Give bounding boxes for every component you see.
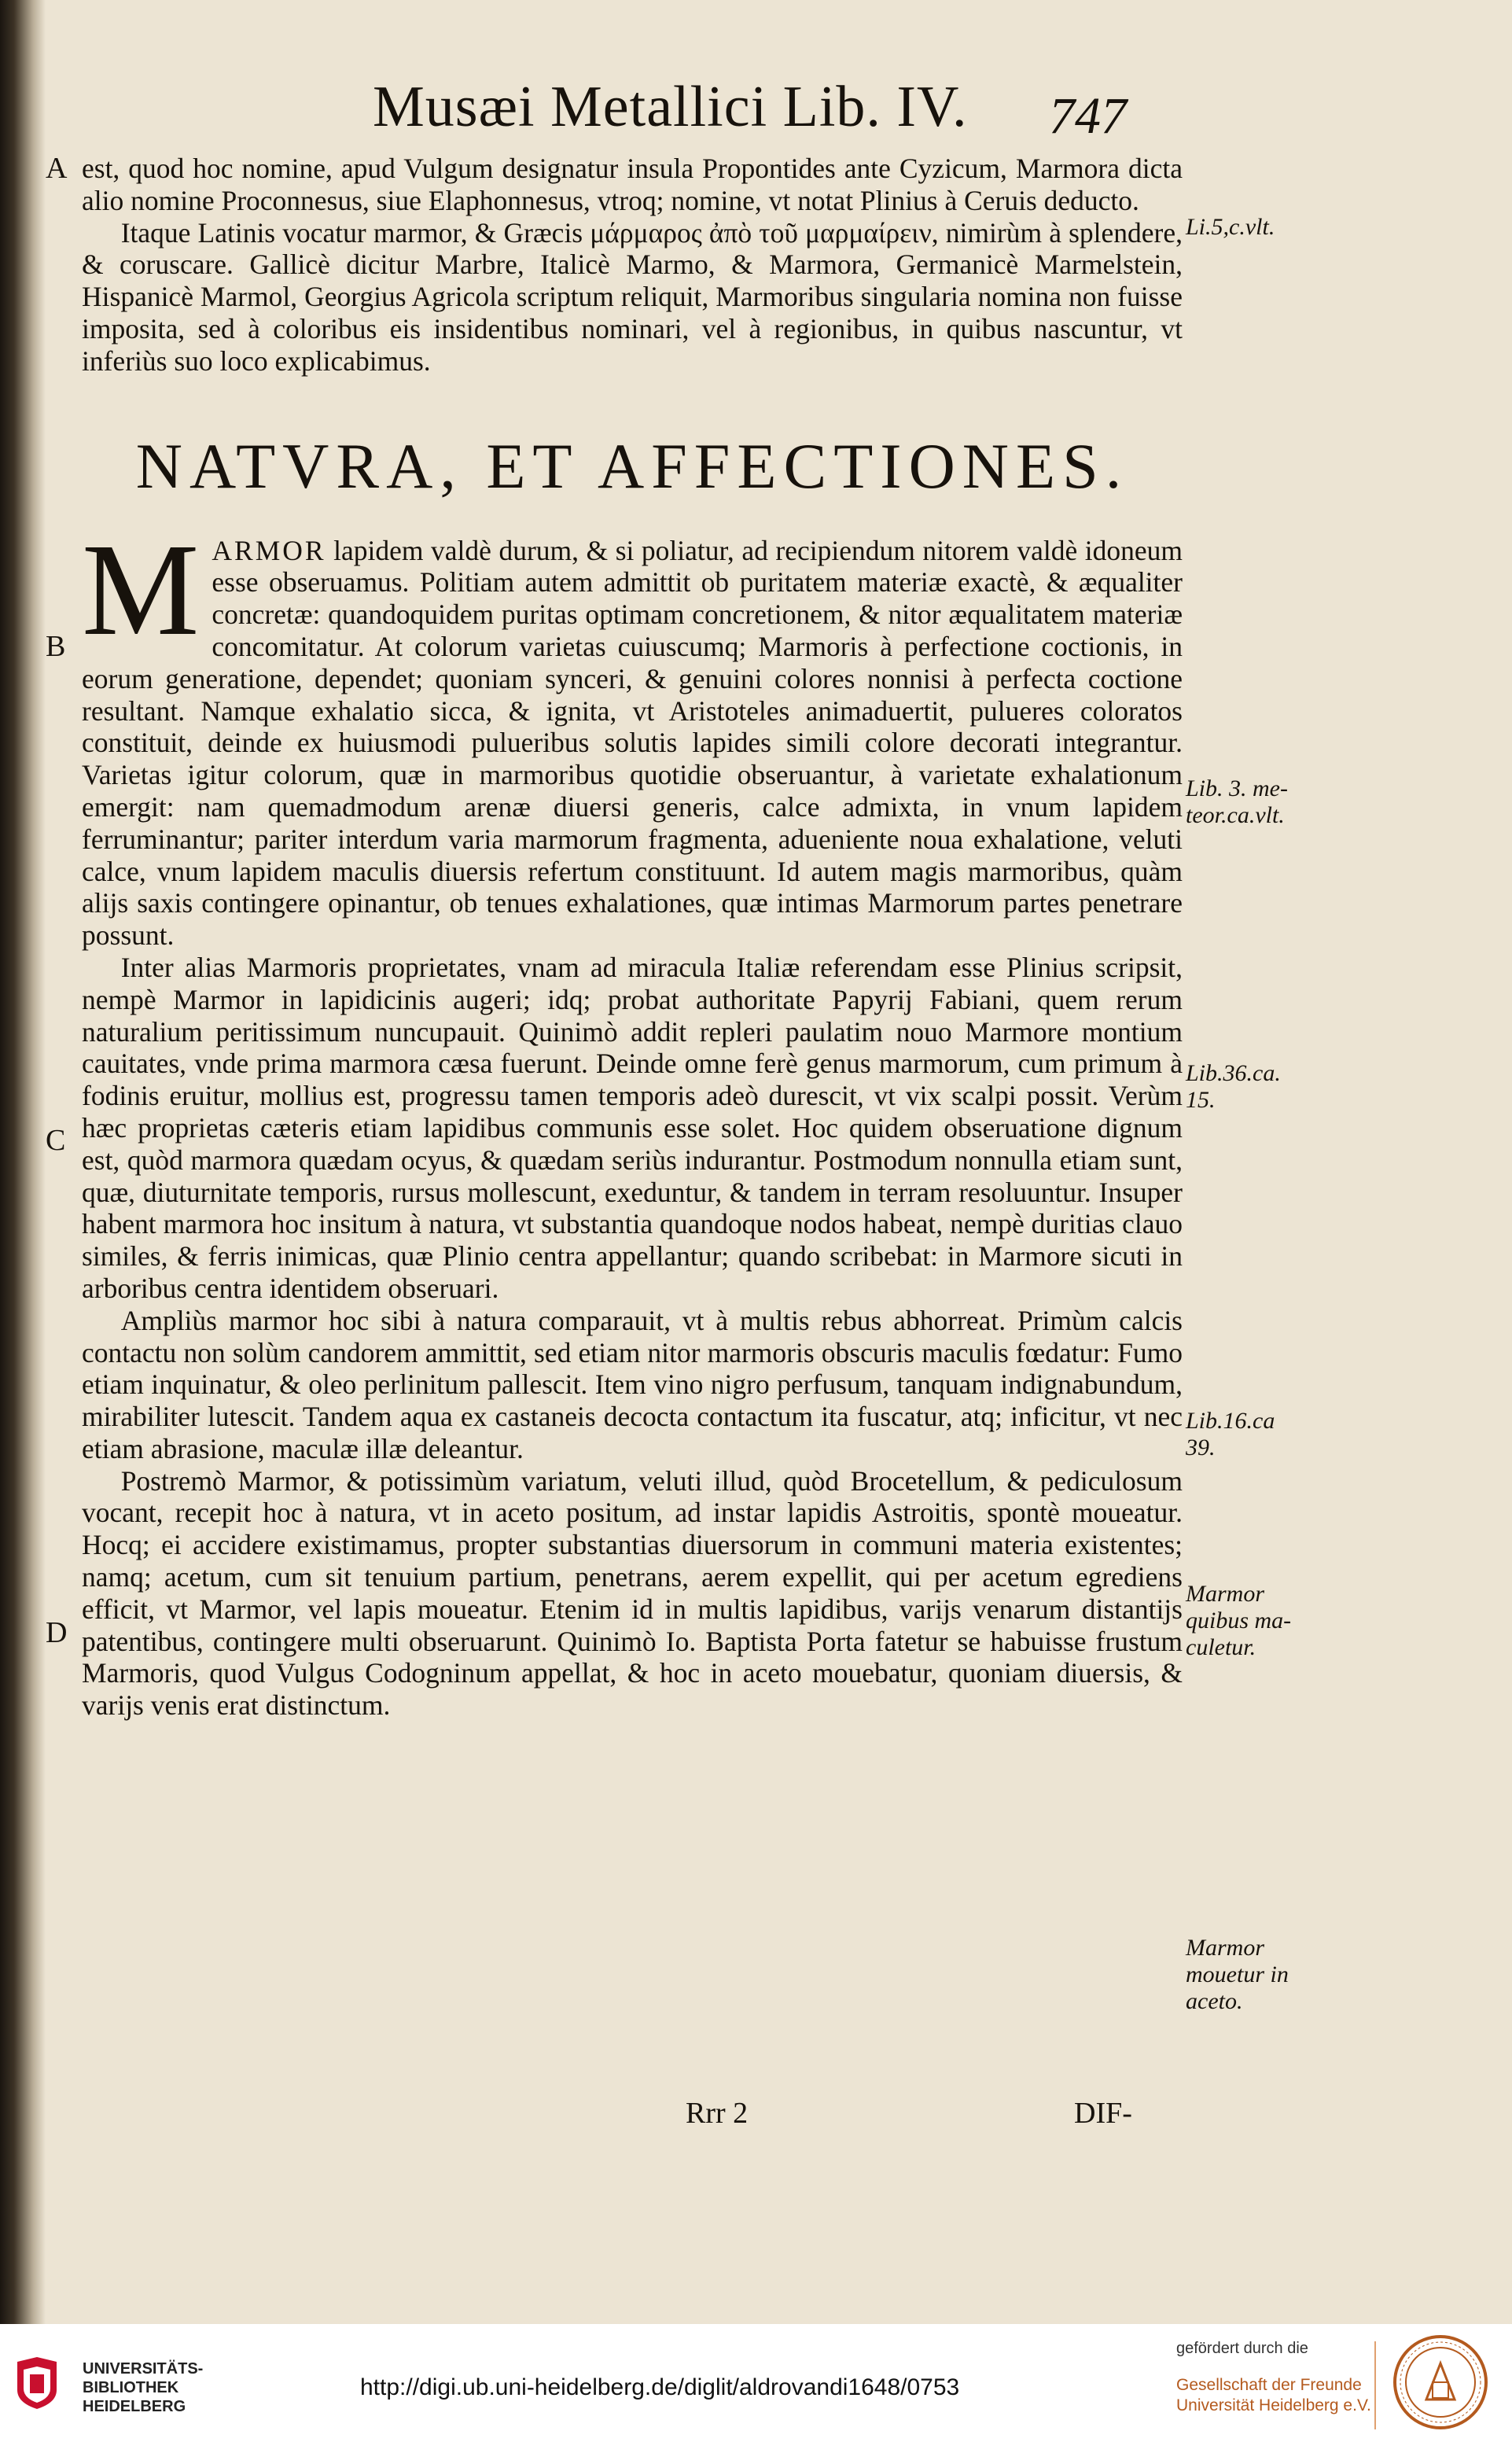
drop-cap: M <box>82 516 200 663</box>
margin-letter-a: A <box>46 152 68 185</box>
institution-line-3: HEIDELBERG <box>83 2398 186 2415</box>
library-logo-icon <box>13 2355 61 2411</box>
margin-note-1: Li.5,c.vlt. <box>1186 214 1275 240</box>
margin-note-3: Lib.36.ca. 15. <box>1186 1060 1281 1113</box>
catchword: DIF- <box>1074 2097 1132 2130</box>
page-header <box>82 66 1183 153</box>
small-caps-word: ARMOR <box>212 534 326 566</box>
paragraph-1: est, quod hoc nomine, apud Vulgum designatur insula Propontides ante Cyzicum, Marmora dicta alio nomine Proconnesus, siue Elaphonnesus, vtroq; nomine, vt notat Plinius à Ceruis deducto. <box>82 153 1183 216</box>
page-gutter-shadow <box>0 0 46 2324</box>
signature-mark: Rrr 2 <box>686 2097 749 2130</box>
margin-note-5: Marmor quibus ma- culetur. <box>1186 1581 1292 1660</box>
running-title: Musæi Metallici Lib. IV. <box>373 75 968 139</box>
institution-line-2: BIBLIOTHEK <box>83 2379 179 2396</box>
margin-letter-d: D <box>46 1616 68 1649</box>
paragraph-5: Ampliùs marmor hoc sibi à natura comparauit, vt à multis rebus abhorreat. Primùm calcis contactu non solùm candorem ammittit, sed etiam nitor marmoris obscuris maculis fœdatur: Fumo etiam inquinatur, & oleo perlinitum pallescit. Item vino nigro perfusum, tanquam indignabundum, mirabiliter lutescit. Tandem aqua ex castaneis decocta contactum ita fuscatur, atq; inficitur, vt nec etiam abrasione, maculæ illæ deleantur. <box>82 1304 1183 1464</box>
paragraph-2: Itaque Latinis vocatur marmor, & Græcis μάρμαρος ἀπὸ τοῦ μαρμαίρειν, nimirùm à splendere, & coruscare. Gallicè dicitur Marbre, Italicè Marmo, & Marmora, Germanicè Marmelstein, Hispanicè Marmol, Georgius Agricola scriptum reliquit, Marmoribus singularia nomina non fuisse imposita, sed à coloribus eis insidentibus nominari, vel à regionibus, in quibus nascuntur, vt inferiùs suo loco explicabimus. <box>82 216 1183 377</box>
paragraph-3 <box>82 516 1183 952</box>
page-number: 747 <box>1049 87 1127 145</box>
paragraph-3-text: lapidem valdè durum, & si poliatur, ad recipiendum nitorem valdè idoneum esse obseruamus. Politiam autem admittit ob puritatem materiæ exactè, & æqualiter concretæ: quandoquidem puritas optimam concretionem, & nitor æqualitatem materiæ concomitatur. At colorum varietas cuiuscumq; Marmoris à perfectione coctionis, in eorum generatione, dependet; quoniam synceri, & genuini colores nonnisi à perfecta coctione resultant. Namque exhalatio sicca, & ignita, vt Aristoteles animaduertit, pulueres coloratos constituit, deinde ex huiusmodi pulueribus solutis lapides simili colore decorati integrantur. Varietas igitur colorum, quæ in marmoribus quotidie obseruantur, à varietate exhalationum emergit: nam quemadmodum arenæ diuersi generis, calce admixta, in vnum lapidem ferruminantur; pariter interdum varia marmorum fragmenta, adueniente noua exhalatione, veluti calce, vnum lapidem maculis diuersis refertum constituunt. Id autem magis marmoribus, quàm alijs saxis contingere opinantur, ob tenues exhalationes, quæ intimas Marmorum partes penetrare possunt. <box>82 534 1183 952</box>
society-line-1: Gesellschaft der Freunde <box>1176 2376 1362 2394</box>
university-seal-icon <box>1392 2333 1489 2431</box>
margin-letter-c: C <box>46 1124 66 1157</box>
permalink-url[interactable]: http://digi.ub.uni-heidelberg.de/diglit/aldrovandi1648/0753 <box>360 2374 960 2400</box>
institution-line-1: UNIVERSITÄTS- <box>83 2360 204 2378</box>
paragraph-6: Postremò Marmor, & potissimùm variatum, veluti illud, quòd Brocetellum, & pediculosum vocant, recepit hoc à natura, vt in aceto positum, ad instar lapidis Astroitis, spontè moueatur. Hocq; ei accidere existimamus, propter substantias diuersorum in communi materia existentes; namq; acetum, cum sit tenuium partium, penetrans, aerem expellit, qui per acetum egrediens efficit, vt Marmor, vel lapis moueatur. Etenim id in multis lapidibus, varijs venarum distantijs patentibus, contingere multi obseruarunt. Quinimò Io. Baptista Porta fatetur se habuisse frustum Marmoris, quod Vulgus Codogninum appellat, & hoc in aceto mouebatur, quoniam diuersis, & varijs venis erat distinctum. <box>82 1464 1183 1722</box>
society-line-2: Universität Heidelberg e.V. <box>1176 2396 1371 2414</box>
margin-letter-b: B <box>46 630 66 663</box>
margin-note-6: Marmor mouetur in aceto. <box>1186 1935 1289 2014</box>
margin-note-2: Lib. 3. me- teor.ca.vlt. <box>1186 775 1288 828</box>
footer-divider <box>1374 2341 1376 2429</box>
funded-by-label: gefördert durch die <box>1176 2340 1308 2357</box>
section-heading: NATVRA, ET AFFECTIONES. <box>135 429 1129 502</box>
text-block <box>82 66 1183 1722</box>
margin-note-4: Lib.16.ca 39. <box>1186 1408 1275 1460</box>
footer-bar <box>0 2324 1512 2442</box>
paragraph-4: Inter alias Marmoris proprietates, vnam ad miracula Italiæ referendam esse Plinius scripsit, nempè Marmor in lapidicinis augeri; idq; probat authoritate Papyrij Fabiani, quem rerum naturalium peritissimum nuncupauit. Quinimò addit repleri paulatim nouo Marmore montium cauitates, vnde prima marmora cæsa fuerunt. Deinde omne ferè genus marmorum, cum primum à fodinis eruitur, mollius est, progressu tamen temporis adeò durescit, vt vix scalpi possit. Verùm hæc proprietas cæteris etiam lapidibus communis esse solet. Hoc quidem obseruatione dignum est, quòd marmora quædam ocyus, & quædam seriùs indurantur. Postmodum nonnulla etiam sunt, quæ, diuturnitate temporis, rursus mollescunt, exeduntur, & tandem in terram resoluuntur. Insuper habent marmora hoc insitum à natura, vt substantia quandoque nodos habeat, nempè duritias clauo similes, & ferris inimicas, quæ Plinio centra appellantur; quando scribebat: in Marmore sicuti in arboribus centra identidem obseruari. <box>82 951 1183 1304</box>
